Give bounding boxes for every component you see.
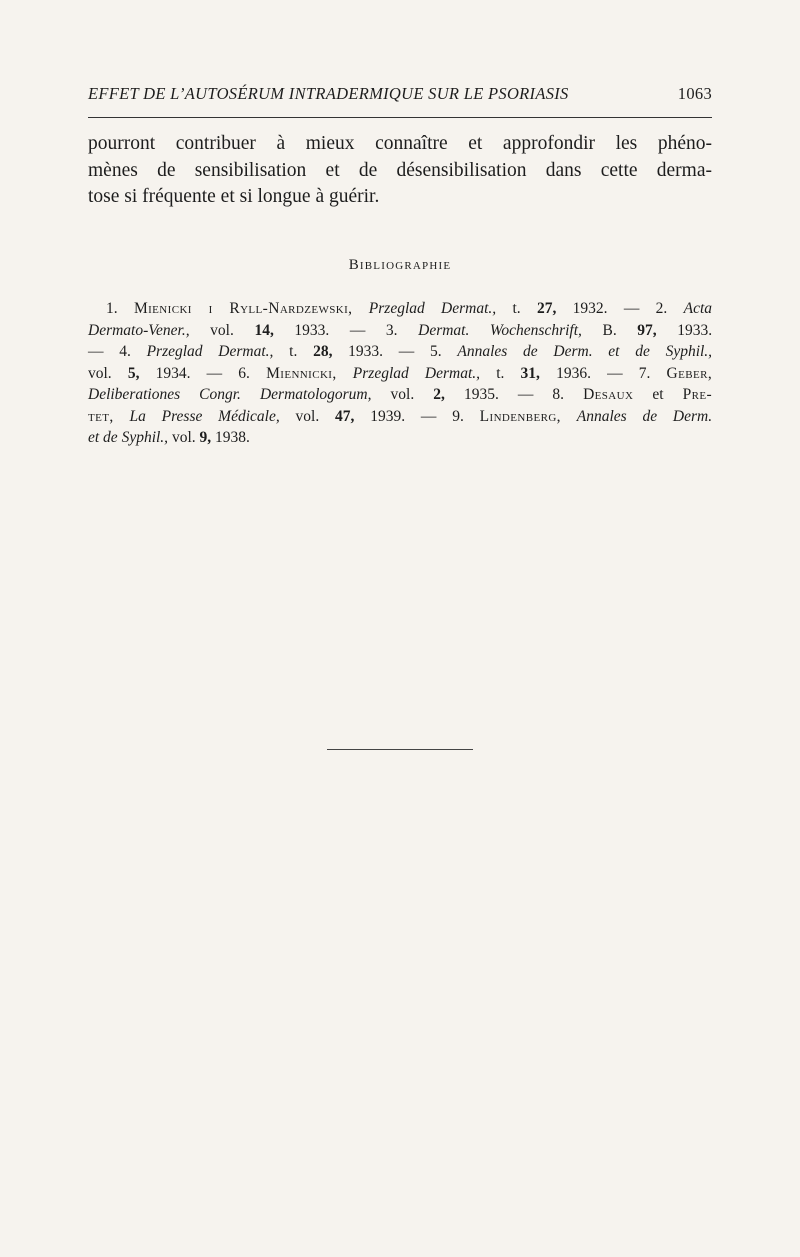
- reference-line: [88, 363, 712, 385]
- ref-journal: La Presse Médicale,: [129, 407, 280, 425]
- ref-volume-label: vol.: [210, 321, 234, 339]
- ref-volume-label: vol.: [390, 386, 415, 403]
- ref-volume: 97,: [637, 321, 657, 339]
- ref-volume: 27,: [536, 300, 557, 317]
- end-rule: [327, 749, 473, 750]
- reference-line: [88, 427, 712, 449]
- ref-year: 1936.: [556, 364, 591, 382]
- ref-year: 1933.: [677, 321, 713, 339]
- reference-line: [88, 384, 712, 406]
- ref-volume-label: vol.: [295, 407, 320, 425]
- running-title: EFFET DE L’AUTOSÉRUM INTRADERMIQUE SUR LE PSORIASIS: [88, 84, 569, 103]
- ref-separator: — 4.: [88, 343, 131, 360]
- ref-journal: Dermat. Wochenschrift,: [418, 321, 582, 339]
- ref-conjunction: et: [652, 386, 664, 403]
- ref-author: Mienicki i Ryll-Nardzewski,: [133, 300, 353, 317]
- ref-volume: 31,: [520, 364, 540, 382]
- ref-year: 1932.: [572, 300, 608, 317]
- ref-separator: — 6.: [206, 364, 250, 382]
- reference-line: [88, 406, 712, 428]
- bibliography-heading-text: Bibliographie: [348, 257, 452, 273]
- ref-volume-label: t.: [289, 343, 298, 360]
- ref-journal: Annales de Derm.: [576, 407, 713, 425]
- ref-journal: Przeglad Dermat.,: [352, 364, 481, 382]
- bibliography-heading: [0, 257, 800, 274]
- ref-volume: 14,: [254, 321, 274, 339]
- ref-author: Geber,: [666, 364, 713, 382]
- ref-journal: Przeglad Dermat.,: [368, 300, 497, 317]
- ref-author: tet,: [88, 407, 114, 425]
- ref-author: Miennicki,: [266, 364, 337, 382]
- ref-year: 1938.: [215, 429, 250, 446]
- ref-year: 1939.: [370, 407, 406, 425]
- running-header: [88, 84, 712, 104]
- ref-year: 1933.: [294, 321, 330, 339]
- ref-journal: Acta: [683, 300, 713, 317]
- ref-volume-label: vol.: [88, 364, 112, 382]
- ref-separator: — 8.: [517, 386, 565, 403]
- ref-journal: et de Syphil.,: [88, 429, 169, 446]
- paragraph-line: pourront contribuer à mieux connaître et approfondir les phéno-: [88, 133, 712, 154]
- ref-author: Lindenberg,: [479, 407, 561, 425]
- ref-volume-label: t.: [496, 364, 505, 382]
- page-number: 1063: [677, 84, 712, 103]
- bibliography-references: [88, 298, 712, 449]
- ref-year: 1934.: [155, 364, 191, 382]
- ref-volume: 47,: [335, 407, 355, 425]
- ref-author: Desaux: [583, 386, 634, 403]
- ref-journal: Deliberationes Congr. Dermatologorum,: [88, 386, 372, 403]
- ref-number: 1.: [106, 300, 118, 317]
- closing-paragraph: [88, 131, 712, 211]
- ref-volume: 28,: [313, 343, 333, 360]
- ref-volume-label: vol.: [171, 429, 196, 446]
- ref-separator: — 5.: [398, 343, 442, 360]
- ref-journal: Annales de Derm. et de Syphil.,: [457, 343, 713, 360]
- ref-separator: — 9.: [420, 407, 464, 425]
- paragraph-line: mènes de sensibilisation et de désensibilisation dans cette derma-: [88, 159, 712, 181]
- ref-year: 1933.: [348, 343, 384, 360]
- ref-journal: Dermato-Vener.,: [88, 321, 190, 339]
- ref-separator: — 3.: [349, 321, 398, 339]
- ref-separator: — 2.: [623, 300, 668, 317]
- ref-author: Pre-: [682, 386, 713, 403]
- reference-line: [88, 320, 712, 342]
- ref-volume: 5,: [127, 364, 140, 382]
- reference-line: [88, 298, 712, 320]
- ref-year: 1935.: [463, 386, 499, 403]
- ref-separator: — 7.: [607, 364, 651, 382]
- ref-volume-label: t.: [512, 300, 521, 317]
- ref-journal: Przeglad Dermat.,: [146, 343, 274, 360]
- header-rule: [88, 117, 712, 118]
- ref-volume: 2,: [433, 386, 445, 403]
- ref-volume: 9,: [199, 429, 212, 446]
- paragraph-line: tose si fréquente et si longue à guérir.: [88, 186, 380, 207]
- ref-volume-label: B.: [602, 321, 617, 339]
- reference-line: [88, 341, 712, 363]
